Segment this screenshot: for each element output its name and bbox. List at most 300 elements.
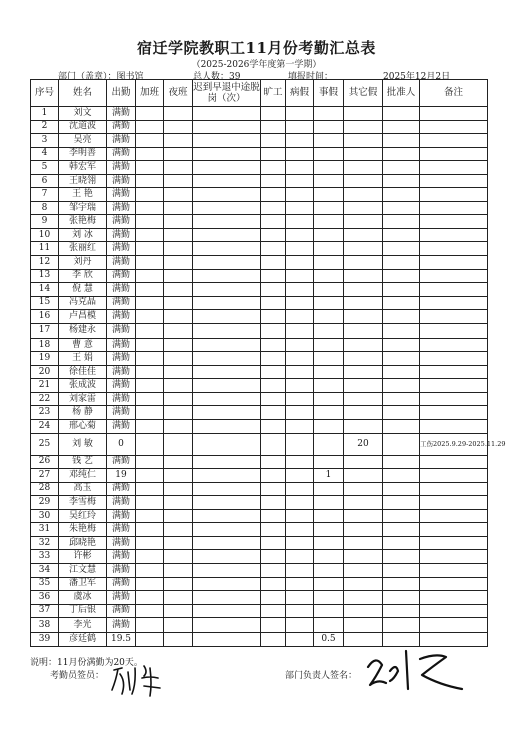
row-name: 倪 慧 xyxy=(59,283,107,297)
row-overtime xyxy=(136,352,164,366)
row-personal xyxy=(314,420,344,434)
row-note xyxy=(420,509,488,523)
row-other xyxy=(344,269,383,283)
row-late-leave xyxy=(193,420,261,434)
row-absent xyxy=(261,310,286,324)
row-other xyxy=(344,242,383,256)
row-note xyxy=(420,420,488,434)
row-personal xyxy=(314,392,344,406)
row-no: 10 xyxy=(31,228,59,242)
col-header-no: 序号 xyxy=(31,80,59,107)
row-night-shift xyxy=(164,420,193,434)
table-row xyxy=(31,215,488,229)
row-late-leave xyxy=(193,633,261,647)
row-name: 张艳梅 xyxy=(59,215,107,229)
row-approver xyxy=(383,455,420,469)
row-other xyxy=(344,604,383,618)
row-name: 李明善 xyxy=(59,147,107,161)
row-late-leave xyxy=(193,161,261,175)
row-no: 5 xyxy=(31,161,59,175)
row-name: 邢心菊 xyxy=(59,420,107,434)
row-approver xyxy=(383,352,420,366)
row-name: 刘丹 xyxy=(59,256,107,270)
row-no: 32 xyxy=(31,536,59,550)
row-night-shift xyxy=(164,509,193,523)
row-other xyxy=(344,563,383,577)
row-late-leave xyxy=(193,523,261,537)
row-no: 15 xyxy=(31,296,59,310)
row-night-shift xyxy=(164,469,193,483)
row-no: 4 xyxy=(31,147,59,161)
row-personal: 0.5 xyxy=(314,633,344,647)
table-row xyxy=(31,633,488,647)
row-absent xyxy=(261,433,286,455)
table-row xyxy=(31,379,488,393)
row-note xyxy=(420,201,488,215)
row-attendance: 满勤 xyxy=(107,604,136,618)
fill-date: 2025年12月2日 xyxy=(383,72,451,82)
row-attendance: 满勤 xyxy=(107,215,136,229)
table-header-row xyxy=(31,80,488,107)
table-row xyxy=(31,433,488,455)
row-sick xyxy=(286,120,314,134)
row-note xyxy=(420,215,488,229)
row-note xyxy=(420,536,488,550)
row-other xyxy=(344,215,383,229)
col-header-absent: 旷工 xyxy=(261,80,286,107)
row-note xyxy=(420,174,488,188)
row-attendance: 满勤 xyxy=(107,406,136,420)
row-overtime xyxy=(136,215,164,229)
row-overtime xyxy=(136,147,164,161)
table-row xyxy=(31,496,488,510)
row-late-leave xyxy=(193,550,261,564)
row-overtime xyxy=(136,296,164,310)
row-personal xyxy=(314,455,344,469)
row-absent xyxy=(261,633,286,647)
row-night-shift xyxy=(164,392,193,406)
row-attendance: 满勤 xyxy=(107,134,136,148)
row-no: 38 xyxy=(31,618,59,633)
row-overtime xyxy=(136,604,164,618)
row-note xyxy=(420,352,488,366)
row-name: 曹 意 xyxy=(59,338,107,352)
row-attendance: 满勤 xyxy=(107,269,136,283)
row-other xyxy=(344,392,383,406)
row-note xyxy=(420,228,488,242)
row-note xyxy=(420,482,488,496)
row-overtime xyxy=(136,256,164,270)
row-approver xyxy=(383,338,420,352)
row-personal xyxy=(314,338,344,352)
row-sick xyxy=(286,563,314,577)
row-late-leave xyxy=(193,256,261,270)
row-name: 杨 静 xyxy=(59,406,107,420)
row-name: 李光 xyxy=(59,618,107,633)
row-night-shift xyxy=(164,147,193,161)
row-sick xyxy=(286,338,314,352)
col-header-name: 姓名 xyxy=(59,80,107,107)
row-name: 刘文 xyxy=(59,107,107,121)
row-other xyxy=(344,296,383,310)
row-name: 江文慧 xyxy=(59,563,107,577)
row-personal xyxy=(314,406,344,420)
row-other xyxy=(344,469,383,483)
row-sick xyxy=(286,406,314,420)
row-absent xyxy=(261,523,286,537)
table-row xyxy=(31,134,488,148)
row-other xyxy=(344,536,383,550)
col-header-personal: 事假 xyxy=(314,80,344,107)
row-approver xyxy=(383,591,420,605)
col-header-attendance: 出勤 xyxy=(107,80,136,107)
row-absent xyxy=(261,536,286,550)
row-other: 20 xyxy=(344,433,383,455)
row-absent xyxy=(261,392,286,406)
row-late-leave xyxy=(193,323,261,338)
row-other xyxy=(344,591,383,605)
row-name: 虞冰 xyxy=(59,591,107,605)
row-night-shift xyxy=(164,591,193,605)
row-note xyxy=(420,310,488,324)
row-sick xyxy=(286,433,314,455)
row-personal xyxy=(314,188,344,202)
row-no: 23 xyxy=(31,406,59,420)
row-name: 徐佳佳 xyxy=(59,365,107,379)
row-overtime xyxy=(136,482,164,496)
row-approver xyxy=(383,161,420,175)
row-note xyxy=(420,365,488,379)
row-overtime xyxy=(136,496,164,510)
row-night-shift xyxy=(164,323,193,338)
row-sick xyxy=(286,107,314,121)
row-no: 19 xyxy=(31,352,59,366)
row-late-leave xyxy=(193,365,261,379)
row-approver xyxy=(383,107,420,121)
row-attendance: 满勤 xyxy=(107,591,136,605)
table-row xyxy=(31,591,488,605)
row-no: 13 xyxy=(31,269,59,283)
row-overtime xyxy=(136,310,164,324)
headcount-label: 总人数：39 xyxy=(193,72,241,82)
table-row xyxy=(31,352,488,366)
table-row xyxy=(31,523,488,537)
row-note xyxy=(420,496,488,510)
row-absent xyxy=(261,161,286,175)
row-no: 31 xyxy=(31,523,59,537)
row-name: 邓纯仁 xyxy=(59,469,107,483)
row-attendance: 满勤 xyxy=(107,392,136,406)
row-overtime xyxy=(136,269,164,283)
row-approver xyxy=(383,188,420,202)
row-no: 22 xyxy=(31,392,59,406)
row-overtime xyxy=(136,469,164,483)
row-late-leave xyxy=(193,482,261,496)
row-approver xyxy=(383,469,420,483)
row-personal xyxy=(314,591,344,605)
row-night-shift xyxy=(164,563,193,577)
row-personal xyxy=(314,536,344,550)
clerk-sign-label: 考勤员签员： xyxy=(50,671,105,681)
row-personal xyxy=(314,618,344,633)
row-other xyxy=(344,618,383,633)
col-header-overtime: 加班 xyxy=(136,80,164,107)
row-no: 36 xyxy=(31,591,59,605)
row-night-shift xyxy=(164,365,193,379)
row-other xyxy=(344,201,383,215)
row-name: 邱晓艳 xyxy=(59,536,107,550)
row-no: 33 xyxy=(31,550,59,564)
row-no: 27 xyxy=(31,469,59,483)
table-row xyxy=(31,455,488,469)
row-name: 刘 冰 xyxy=(59,228,107,242)
row-personal xyxy=(314,296,344,310)
row-overtime xyxy=(136,134,164,148)
table-row xyxy=(31,201,488,215)
row-late-leave xyxy=(193,509,261,523)
row-personal xyxy=(314,310,344,324)
row-absent xyxy=(261,469,286,483)
row-personal xyxy=(314,563,344,577)
row-late-leave xyxy=(193,134,261,148)
row-approver xyxy=(383,256,420,270)
row-other xyxy=(344,365,383,379)
row-note xyxy=(420,577,488,591)
row-absent xyxy=(261,215,286,229)
table-row xyxy=(31,296,488,310)
row-overtime xyxy=(136,550,164,564)
row-overtime xyxy=(136,283,164,297)
row-no: 12 xyxy=(31,256,59,270)
row-late-leave xyxy=(193,469,261,483)
row-note: 工伤2025.9.29-2025.11.29 xyxy=(420,433,488,455)
row-other xyxy=(344,455,383,469)
row-attendance: 满勤 xyxy=(107,161,136,175)
row-other xyxy=(344,352,383,366)
row-sick xyxy=(286,496,314,510)
row-note xyxy=(420,296,488,310)
row-name: 韩宏军 xyxy=(59,161,107,175)
row-note xyxy=(420,604,488,618)
row-night-shift xyxy=(164,496,193,510)
row-late-leave xyxy=(193,296,261,310)
row-overtime xyxy=(136,536,164,550)
row-no: 25 xyxy=(31,433,59,455)
row-attendance: 满勤 xyxy=(107,201,136,215)
row-absent xyxy=(261,455,286,469)
row-personal xyxy=(314,201,344,215)
row-approver xyxy=(383,269,420,283)
row-overtime xyxy=(136,365,164,379)
row-overtime xyxy=(136,563,164,577)
row-sick xyxy=(286,283,314,297)
col-header-sick: 病假 xyxy=(286,80,314,107)
row-late-leave xyxy=(193,242,261,256)
row-overtime xyxy=(136,120,164,134)
row-attendance: 满勤 xyxy=(107,536,136,550)
row-overtime xyxy=(136,338,164,352)
row-name: 刘 敏 xyxy=(59,433,107,455)
row-personal xyxy=(314,107,344,121)
row-sick xyxy=(286,618,314,633)
row-sick xyxy=(286,323,314,338)
row-other xyxy=(344,161,383,175)
row-other xyxy=(344,406,383,420)
row-approver xyxy=(383,174,420,188)
row-attendance: 满勤 xyxy=(107,310,136,324)
row-absent xyxy=(261,365,286,379)
row-other xyxy=(344,523,383,537)
row-name: 李雪梅 xyxy=(59,496,107,510)
row-approver xyxy=(383,420,420,434)
row-no: 7 xyxy=(31,188,59,202)
row-attendance: 满勤 xyxy=(107,379,136,393)
row-other xyxy=(344,496,383,510)
table-row xyxy=(31,256,488,270)
table-row xyxy=(31,242,488,256)
row-attendance: 满勤 xyxy=(107,550,136,564)
attendance-table xyxy=(30,79,506,647)
row-night-shift xyxy=(164,379,193,393)
row-approver xyxy=(383,433,420,455)
row-overtime xyxy=(136,633,164,647)
row-attendance: 满勤 xyxy=(107,523,136,537)
row-late-leave xyxy=(193,563,261,577)
row-personal xyxy=(314,550,344,564)
row-name: 王 艳 xyxy=(59,188,107,202)
row-night-shift xyxy=(164,338,193,352)
row-approver xyxy=(383,509,420,523)
fill-time-label: 填报时间： xyxy=(288,72,334,82)
row-late-leave xyxy=(193,201,261,215)
table-row xyxy=(31,550,488,564)
row-night-shift xyxy=(164,523,193,537)
row-name: 钱 艺 xyxy=(59,455,107,469)
row-note xyxy=(420,338,488,352)
row-absent xyxy=(261,420,286,434)
row-overtime xyxy=(136,107,164,121)
row-note xyxy=(420,406,488,420)
row-overtime xyxy=(136,509,164,523)
row-approver xyxy=(383,283,420,297)
row-name: 吴红玲 xyxy=(59,509,107,523)
row-night-shift xyxy=(164,256,193,270)
row-late-leave xyxy=(193,228,261,242)
row-attendance: 满勤 xyxy=(107,296,136,310)
row-personal xyxy=(314,482,344,496)
row-name: 邹宇瑞 xyxy=(59,201,107,215)
row-name: 王 娟 xyxy=(59,352,107,366)
row-attendance: 满勤 xyxy=(107,509,136,523)
row-night-shift xyxy=(164,352,193,366)
row-sick xyxy=(286,228,314,242)
row-sick xyxy=(286,296,314,310)
row-personal xyxy=(314,433,344,455)
col-header-late-leave: 迟到早退中途脱岗（次） xyxy=(193,80,261,107)
row-night-shift xyxy=(164,201,193,215)
row-no: 18 xyxy=(31,338,59,352)
row-absent xyxy=(261,591,286,605)
row-other xyxy=(344,420,383,434)
row-sick xyxy=(286,550,314,564)
row-other xyxy=(344,482,383,496)
row-late-leave xyxy=(193,310,261,324)
table-row xyxy=(31,618,488,633)
row-approver xyxy=(383,536,420,550)
row-late-leave xyxy=(193,618,261,633)
row-attendance: 满勤 xyxy=(107,338,136,352)
row-sick xyxy=(286,591,314,605)
row-other xyxy=(344,283,383,297)
row-personal xyxy=(314,604,344,618)
row-attendance: 满勤 xyxy=(107,563,136,577)
row-attendance: 满勤 xyxy=(107,174,136,188)
row-late-leave xyxy=(193,496,261,510)
row-night-shift xyxy=(164,310,193,324)
row-name: 吴亮 xyxy=(59,134,107,148)
row-attendance: 满勤 xyxy=(107,496,136,510)
row-other xyxy=(344,338,383,352)
row-absent xyxy=(261,107,286,121)
table-row xyxy=(31,283,488,297)
row-personal xyxy=(314,523,344,537)
col-header-approver: 批准人 xyxy=(383,80,420,107)
head-signature xyxy=(362,645,472,697)
row-personal xyxy=(314,161,344,175)
row-other xyxy=(344,633,383,647)
row-sick xyxy=(286,188,314,202)
row-no: 30 xyxy=(31,509,59,523)
row-absent xyxy=(261,352,286,366)
row-absent xyxy=(261,604,286,618)
row-attendance: 满勤 xyxy=(107,420,136,434)
row-note xyxy=(420,379,488,393)
row-night-shift xyxy=(164,482,193,496)
row-personal xyxy=(314,242,344,256)
table-row xyxy=(31,406,488,420)
row-approver xyxy=(383,310,420,324)
row-attendance: 满勤 xyxy=(107,365,136,379)
row-overtime xyxy=(136,161,164,175)
col-header-night-shift: 夜班 xyxy=(164,80,193,107)
col-header-other: 其它假 xyxy=(344,80,383,107)
row-other xyxy=(344,256,383,270)
table-row xyxy=(31,161,488,175)
row-no: 20 xyxy=(31,365,59,379)
row-overtime xyxy=(136,392,164,406)
row-approver xyxy=(383,563,420,577)
row-attendance: 满勤 xyxy=(107,188,136,202)
row-night-shift xyxy=(164,433,193,455)
row-approver xyxy=(383,496,420,510)
row-night-shift xyxy=(164,228,193,242)
row-name: 潘卫军 xyxy=(59,577,107,591)
row-absent xyxy=(261,147,286,161)
row-late-leave xyxy=(193,147,261,161)
row-night-shift xyxy=(164,406,193,420)
table-row xyxy=(31,120,488,134)
row-note xyxy=(420,523,488,537)
row-attendance: 满勤 xyxy=(107,352,136,366)
row-name: 丁后银 xyxy=(59,604,107,618)
row-other xyxy=(344,228,383,242)
row-approver xyxy=(383,120,420,134)
row-personal xyxy=(314,256,344,270)
row-personal xyxy=(314,134,344,148)
row-name: 张丽红 xyxy=(59,242,107,256)
row-personal xyxy=(314,509,344,523)
row-late-leave xyxy=(193,379,261,393)
